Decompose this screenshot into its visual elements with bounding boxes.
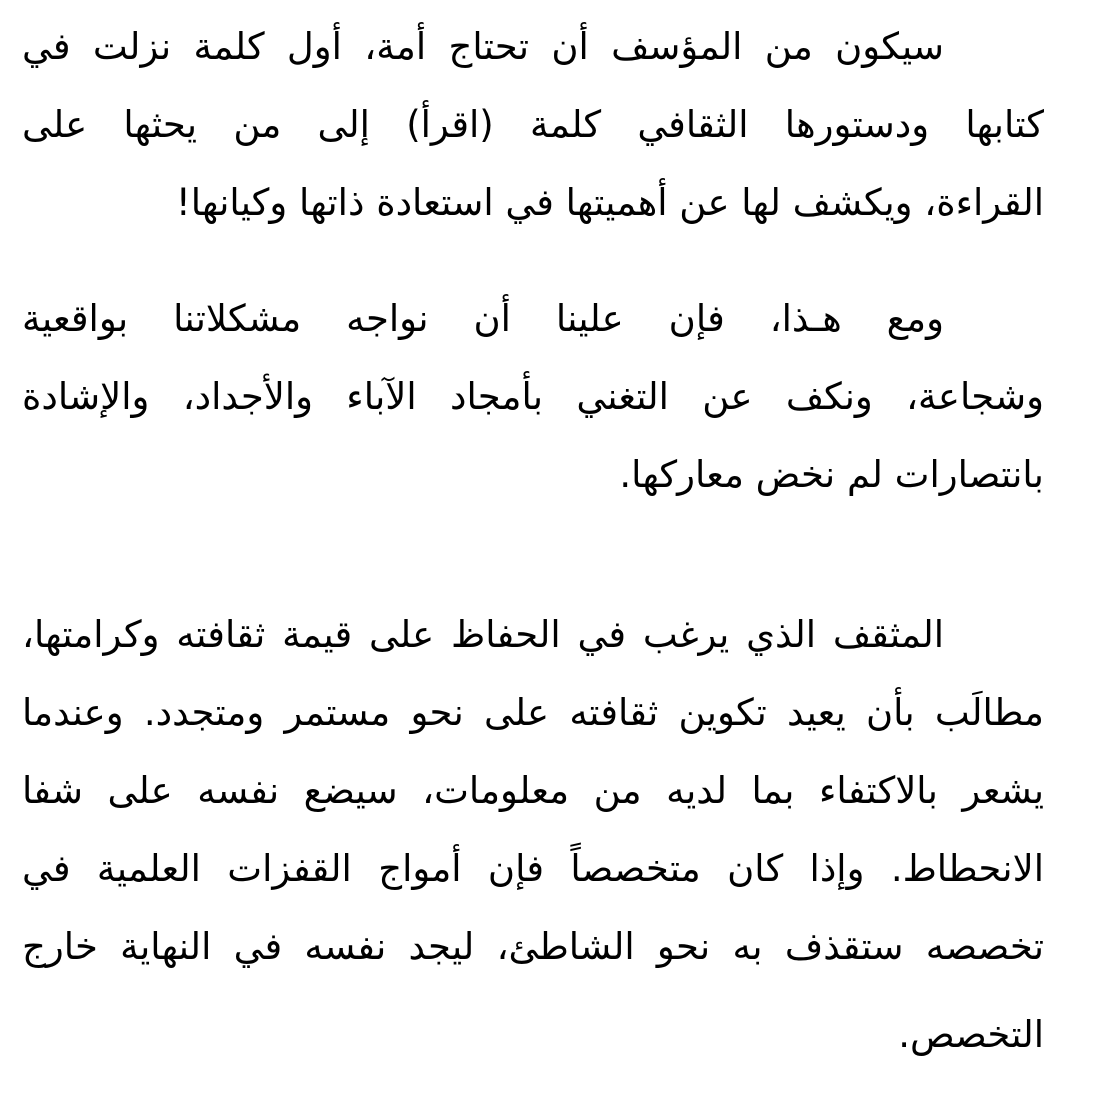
paragraph-3-line-3: يشعر بالاكتفاء بما لديه من معلومات، سيضع نفسه على شفا [22, 769, 1044, 812]
paragraph-3-line-2: مطالَب بأن يعيد تكوين ثقافته على نحو مستمر ومتجدد. وعندما [22, 691, 1044, 734]
paragraph-2-line-3: بانتصارات لم نخض معاركها. [619, 453, 1044, 496]
paragraph-3-line-4: الانحطاط. وإذا كان متخصصاً فإن أمواج القفزات العلمية في [22, 847, 1044, 890]
paragraph-2-line-2: وشجاعة، ونكف عن التغني بأمجاد الآباء والأجداد، والإشادة [22, 375, 1044, 418]
paragraph-1-line-2: كتابها ودستورها الثقافي كلمة (اقرأ) إلى من يحثها على [22, 103, 1044, 146]
paragraph-3-line-6: التخصص. [898, 1013, 1044, 1056]
paragraph-1-line-1: سيكون من المؤسف أن تحتاج أمة، أول كلمة نزلت في [22, 25, 944, 68]
paragraph-2-line-1: ومع هـذا، فإن علينا أن نواجه مشكلاتنا بواقعية [22, 297, 944, 340]
paragraph-3-line-5: تخصصه ستقذف به نحو الشاطئ، ليجد نفسه في النهاية خارج [22, 925, 1044, 968]
paragraph-3-line-1: المثقف الذي يرغب في الحفاظ على قيمة ثقافته وكرامتها، [22, 613, 944, 656]
paragraph-1-line-3: القراءة، ويكشف لها عن أهميتها في استعادة ذاتها وكيانها! [175, 181, 1044, 224]
